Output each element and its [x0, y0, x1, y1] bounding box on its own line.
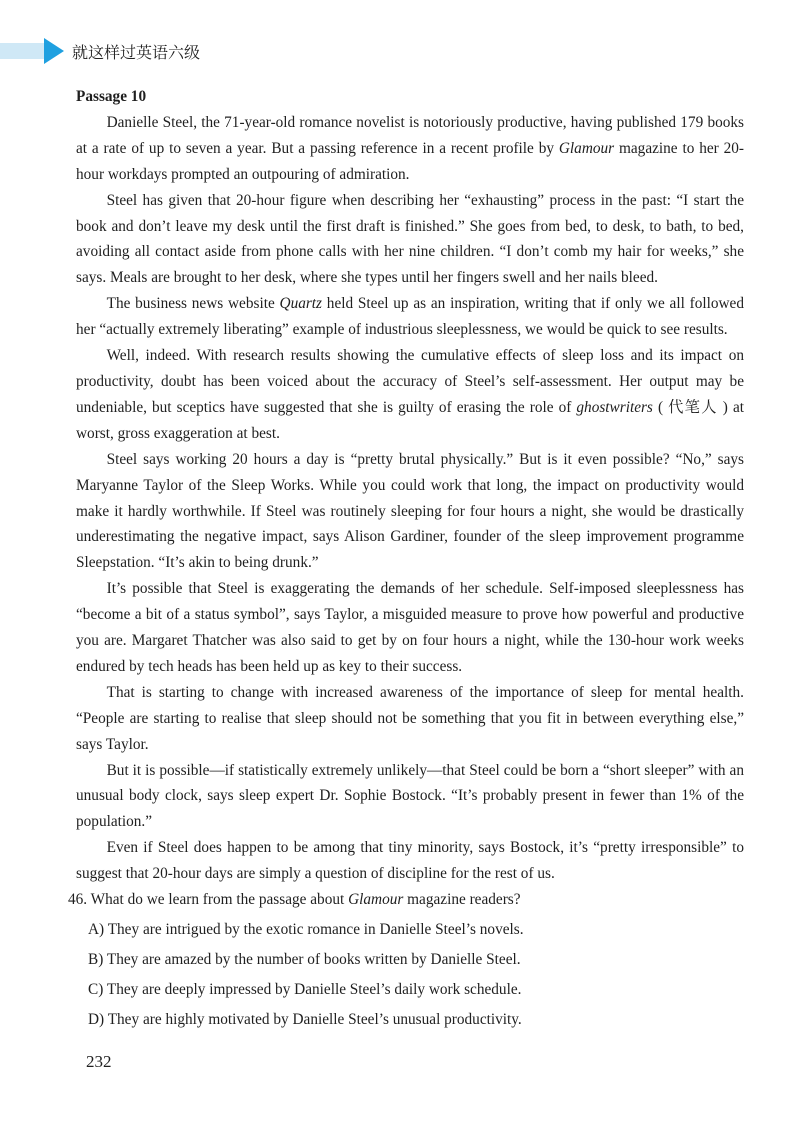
- passage-paragraph-5: Steel says working 20 hours a day is “pretty brutal physically.” But is it even possible? “No,” says Maryanne Taylor of the Sleep Works. While you could work that long, the impact on productivity would make it hardly worthwhile. If Steel was routinely sleeping for four hours a night, she would be drastically underestimating the negative impact, says Alison Gardiner, founder of the sleep improvement programme Sleepstation. “It’s akin to being drunk.”: [76, 450, 744, 572]
- page-content: [68, 84, 744, 1037]
- passage-paragraph-2: Steel has given that 20-hour figure when describing her “exhausting” process in the past: “I start the book and don’t leave my desk until the first draft is finished.” She goes from bed, to desk, to bath, to bed, avoiding all contact aside from phone calls with her nine children. “I don’t comb my hair for weeks,” she says. Meals are brought to her desk, where she types until her fingers swell and her nails bleed.: [76, 191, 744, 287]
- italic-title: ghostwriters: [576, 398, 653, 416]
- option-d[interactable]: D) They are highly motivated by Danielle Steel’s unusual productivity.: [88, 1010, 522, 1028]
- page-header: [0, 34, 400, 68]
- page-number: 232: [86, 1052, 112, 1071]
- option-a[interactable]: A) They are intrigued by the exotic romance in Danielle Steel’s novels.: [88, 921, 524, 938]
- italic-title: Glamour: [348, 891, 404, 909]
- option-c[interactable]: C) They are deeply impressed by Danielle Steel’s daily work schedule.: [88, 980, 522, 998]
- header-decor-bar: [0, 43, 46, 59]
- italic-title: Quartz: [279, 295, 323, 313]
- passage-title: Passage 10: [76, 88, 147, 105]
- passage-paragraph-9: Even if Steel does happen to be among that tiny minority, says Bostock, it’s “pretty irresponsible” to suggest that 20-hour days are simply a question of discipline for the rest of us.: [76, 839, 744, 883]
- passage-paragraph-3: The business news website Quartz held Steel up as an inspiration, writing that if only we all followed her “actually extremely liberating” example of industrious sleeplessness, we would be quick to see results.: [76, 295, 744, 339]
- passage-body: [76, 110, 744, 887]
- passage-paragraph-8: But it is possible—if statistically extremely unlikely—that Steel could be born a “short sleeper” with an unusual body clock, says sleep expert Dr. Sophie Bostock. “It’s probably present in fewer than 1% of the population.”: [76, 761, 744, 831]
- passage-paragraph-4: Well, indeed. With research results showing the cumulative effects of sleep loss and its impact on productivity, doubt has been voiced about the accuracy of Steel’s self-assessment. Her output may be undeniable, but sceptics have suggested that she is guilty of erasing the role of ghostwriters ( 代笔人 ) at worst, gross exaggeration at best.: [76, 347, 744, 442]
- answer-options: [76, 917, 744, 1033]
- passage-paragraph-7: That is starting to change with increased awareness of the importance of sleep for mental health. “People are starting to realise that sleep should not be something that you fit in between everything else,” says Taylor.: [76, 683, 744, 753]
- italic-title: Glamour: [558, 139, 615, 157]
- book-title: 就这样过英语六级: [72, 43, 201, 62]
- passage-paragraph-6: It’s possible that Steel is exaggerating the demands of her schedule. Self-imposed sleeplessness has “become a bit of a status symbol”, says Taylor, a misguided measure to prove how powerful and productive you are. Margaret Thatcher was also said to get by on four hours a night, while the 130-hour work weeks endured by tech heads has been held up as key to their success.: [76, 580, 744, 675]
- question-stem: 46. What do we learn from the passage about Glamour magazine readers?: [68, 891, 521, 909]
- passage-paragraph-1: Danielle Steel, the 71-year-old romance novelist is notoriously productive, having published 179 books at a rate of up to seven a year. But a passing reference in a recent profile by Glamour magazine to her 20-hour workdays prompted an outpouring of admiration.: [76, 113, 744, 183]
- option-b[interactable]: B) They are amazed by the number of books written by Danielle Steel.: [88, 950, 521, 968]
- header-arrow-icon: [44, 38, 64, 64]
